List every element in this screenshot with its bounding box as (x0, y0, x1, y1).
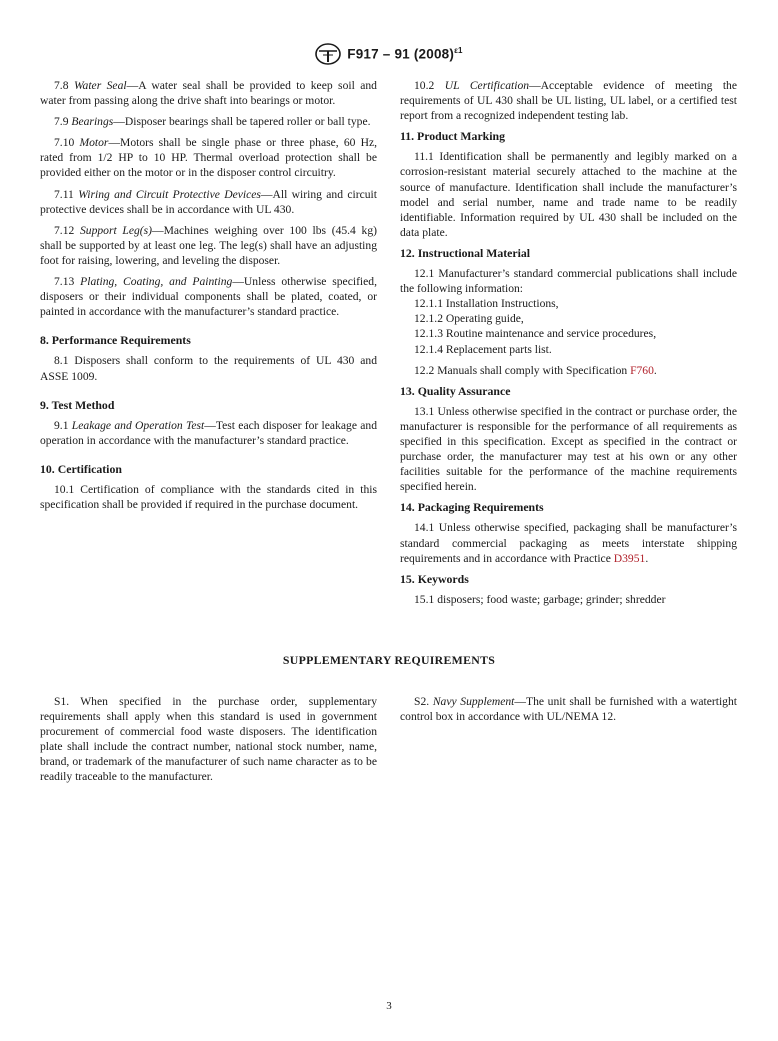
page-number: 3 (386, 1000, 392, 1012)
supplementary-right (400, 694, 737, 730)
section-8-heading: 8. Performance Requirements (40, 333, 191, 348)
para-14-1: 14.1 Unless otherwise specified, packaging shall be manufacturer’s standard commercial packaging as meets interstate shipping requirements and in accordance with Practice D3951. (400, 521, 737, 565)
supplementary-left (40, 694, 377, 791)
para-7-13: 7.13 Plating, Coating, and Painting—Unless otherwise specified, disposers or their individual components shall be plated, coated, or painted in accordance with the manufacturer’s standard practice. (40, 275, 377, 319)
section-11-heading: 11. Product Marking (400, 129, 505, 144)
para-s2: S2. Navy Supplement—The unit shall be furnished with a watertight control box in accordance with UL/NEMA 12. (400, 695, 737, 724)
section-10-heading: 10. Certification (40, 461, 122, 476)
para-s1: S1. When specified in the purchase order, supplementary requirements shall apply when this standard is used in government procurement of commercial food waste disposers. The identification plate shall include the contract number, national stock number, name, brand, or trademark of the manufacturer of such name character as to be readily traceable to the manufacturer. (40, 695, 377, 784)
section-12-heading: 12. Instructional Material (400, 245, 531, 260)
supplementary-title: SUPPLEMENTARY REQUIREMENTS (282, 653, 496, 667)
right-column (400, 78, 737, 613)
page-header (0, 42, 778, 66)
section-9-heading: 9. Test Method (40, 397, 115, 412)
para-7-8: 7.8 Water Seal—A water seal shall be provided to keep soil and water from passing along the drive shaft into bearings or motor. (40, 79, 377, 108)
para-10-2: 10.2 UL Certification—Acceptable evidence of meeting the requirements of UL 430 shall be UL listing, UL label, or a certified test report from a recognized independent testing lab. (400, 79, 737, 123)
astm-logo-icon (315, 43, 341, 65)
section-13-heading: 13. Quality Assurance (400, 383, 511, 398)
f760-link[interactable]: F760 (630, 363, 654, 377)
para-10-1: 10.1 Certification of compliance with the standards cited in this specification shall be provided if required in the purchase document. (40, 482, 377, 512)
list-item-12-1-4: 12.1.4 Replacement parts list. (414, 342, 552, 356)
list-item-12-1-1: 12.1.1 Installation Instructions, (414, 297, 559, 311)
para-7-9: 7.9 Bearings—Disposer bearings shall be tapered roller or ball type. (54, 115, 371, 129)
section-15-heading: 15. Keywords (400, 571, 469, 586)
d3951-link[interactable]: D3951 (613, 551, 646, 565)
document-designation: F917 – 91 $(2008)^{\varepsilon 1}$ (347, 46, 463, 62)
left-column (40, 78, 377, 518)
para-13-1: 13.1 Unless otherwise specified in the contract or purchase order, the manufacturer is responsible for the performance of all requirements as specified in this specification. Except as specified in the contract or purchase order, the manufacturer may test at his own or any other facilities suitable for the performance of the machine requirements specified herein. (400, 404, 737, 494)
para-15-1: 15.1 disposers; food waste; garbage; grinder; shredder (414, 592, 666, 606)
para-7-12: 7.12 Support Leg(s)—Machines weighing over 100 lbs (45.4 kg) shall be supported by at least one leg. The leg(s) shall have an adjusting foot for raising, lowering, and leveling the disposer. (40, 223, 377, 267)
list-item-12-1-2: 12.1.2 Operating guide, (414, 312, 524, 326)
para-9-1: 9.1 Leakage and Operation Test—Test each disposer for leakage and operation in accordance with the manufacturer’s standard practice. (40, 418, 377, 447)
para-8-1: 8.1 Disposers shall conform to the requirements of UL 430 and ASSE 1009. (40, 354, 377, 383)
para-7-11: 7.11 Wiring and Circuit Protective Devices—All wiring and circuit protective devices shall be in accordance with UL 430. (40, 187, 377, 216)
section-14-heading: 14. Packaging Requirements (400, 500, 544, 515)
edition-superscript: ε1 (454, 46, 463, 56)
para-7-10: 7.10 Motor—Motors shall be single phase or three phase, 60 Hz, rated from 1/2 HP to 10 HP. Thermal overload protection shall be provided either on the motor or in the disposer control circuitry. (40, 136, 377, 180)
para-11-1: 11.1 Identification shall be permanently and legibly marked on a corrosion-resistant material securely attached to the machine at the source of manufacture. Identification shall include the manufacturer’s model and serial number, name and trade name to be readily identifiable. Information required by UL 430 shall be included on the data plate. (400, 150, 737, 239)
para-12-1: 12.1 Manufacturer’s standard commercial publications shall include the following information: (400, 267, 737, 296)
para-12-2: 12.2 Manuals shall comply with Specification F760. (414, 363, 657, 377)
list-item-12-1-3: 12.1.3 Routine maintenance and service procedures, (414, 327, 657, 341)
